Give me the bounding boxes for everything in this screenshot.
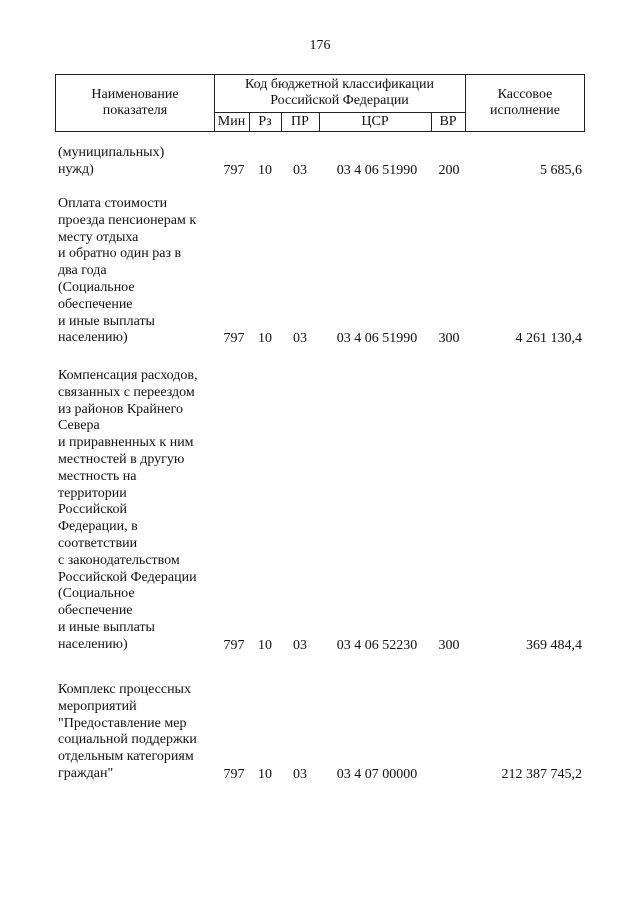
- header-csr: ЦСР: [361, 114, 389, 129]
- row-name-line: с законодательством: [58, 552, 180, 568]
- row-name-line: Комплекс процессных: [58, 682, 191, 697]
- row-name-line: и иные выплаты: [58, 313, 155, 329]
- row-name-line: мероприятий: [58, 698, 137, 714]
- header-name-col: [56, 87, 214, 119]
- row-min: 797: [223, 331, 245, 347]
- row-csr: 03 4 06 51990: [336, 162, 418, 178]
- row-pr: 03: [293, 331, 307, 347]
- row-name: [58, 145, 218, 179]
- row-name-line: Российской: [58, 502, 127, 518]
- row-min: 797: [223, 637, 245, 653]
- row-rz: 10: [258, 637, 272, 653]
- row-name-line: соответствии: [58, 535, 138, 551]
- row-name-line: обеспечение: [58, 603, 133, 619]
- row-name-line: (Социальное: [58, 586, 135, 602]
- row-vr: 300: [438, 331, 460, 347]
- row-name-line: Российской Федерации: [58, 569, 197, 585]
- row-name-line: отдельным категориям: [58, 749, 194, 765]
- row-name-line: населению): [58, 636, 128, 652]
- row-amount: 5 685,6: [540, 162, 582, 178]
- row-name-line: два года: [58, 263, 107, 279]
- row-name-line: Севера: [58, 418, 100, 434]
- row-csr: 03 4 07 00000: [336, 767, 418, 782]
- row-name-line: Компенсация расходов,: [58, 368, 198, 383]
- row-pr: 03: [293, 637, 307, 653]
- row-pr: 03: [293, 767, 307, 782]
- header-vr: ВР: [439, 114, 457, 129]
- row-name-line: местностей в другую: [58, 451, 185, 467]
- row-pr: 03: [293, 162, 307, 178]
- row-name: [58, 196, 218, 347]
- header-amount-line: Кассовое: [497, 87, 553, 102]
- row-name-line: нужд): [58, 161, 94, 177]
- row-name: [58, 368, 218, 654]
- row-name: [58, 682, 218, 783]
- row-rz: 10: [258, 331, 272, 347]
- header-pr: ПР: [291, 114, 309, 129]
- row-amount: 212 387 745,2: [501, 767, 582, 782]
- row-vr: 300: [438, 637, 460, 653]
- row-csr: 03 4 06 52230: [336, 637, 418, 653]
- header-amount-col: [465, 87, 585, 119]
- row-name-line: (Социальное: [58, 279, 135, 295]
- row-name-line: социальной поддержки: [58, 732, 197, 748]
- row-amount: 369 484,4: [526, 637, 582, 653]
- row-name-line: месту отдыха: [58, 229, 139, 245]
- row-rz: 10: [258, 162, 272, 178]
- header-min: Мин: [217, 114, 246, 129]
- header-rz: Рз: [258, 114, 272, 129]
- row-csr: 03 4 06 51990: [336, 331, 418, 347]
- row-name-line: территории: [58, 485, 127, 501]
- row-name-line: из районов Крайнего: [58, 401, 183, 417]
- row-amount: 4 261 130,4: [515, 331, 582, 347]
- table-header: [55, 74, 585, 132]
- row-min: 797: [223, 162, 245, 178]
- row-name-line: связанных с переездом: [58, 384, 195, 400]
- row-name-line: граждан": [58, 765, 114, 781]
- row-name-line: местность на: [58, 468, 137, 484]
- row-name-line: Оплата стоимости: [58, 196, 168, 211]
- row-min: 797: [223, 767, 245, 782]
- row-vr: 200: [438, 162, 460, 178]
- row-name-line: "Предоставление мер: [58, 715, 187, 731]
- row-name-line: проезда пенсионерам к: [58, 212, 197, 228]
- row-name-line: и иные выплаты: [58, 619, 155, 635]
- header-code-line: Код бюджетной классификации: [245, 77, 434, 92]
- row-name-line: Федерации, в: [58, 519, 138, 535]
- header-code-group: [214, 77, 465, 109]
- header-code-line: Российской Федерации: [270, 93, 409, 108]
- header-divider: [214, 112, 465, 113]
- row-rz: 10: [258, 767, 272, 782]
- row-name-line: населению): [58, 330, 128, 346]
- row-name-line: и обратно один раз в: [58, 246, 182, 262]
- header-amount-line: исполнение: [490, 103, 560, 118]
- row-name-line: обеспечение: [58, 296, 133, 312]
- row-name-line: (муниципальных): [58, 145, 165, 160]
- header-name-line: Наименование: [91, 87, 179, 102]
- row-name-line: и приравненных к ним: [58, 435, 194, 451]
- page-number: 176: [309, 38, 331, 53]
- header-name-line: показателя: [102, 103, 168, 118]
